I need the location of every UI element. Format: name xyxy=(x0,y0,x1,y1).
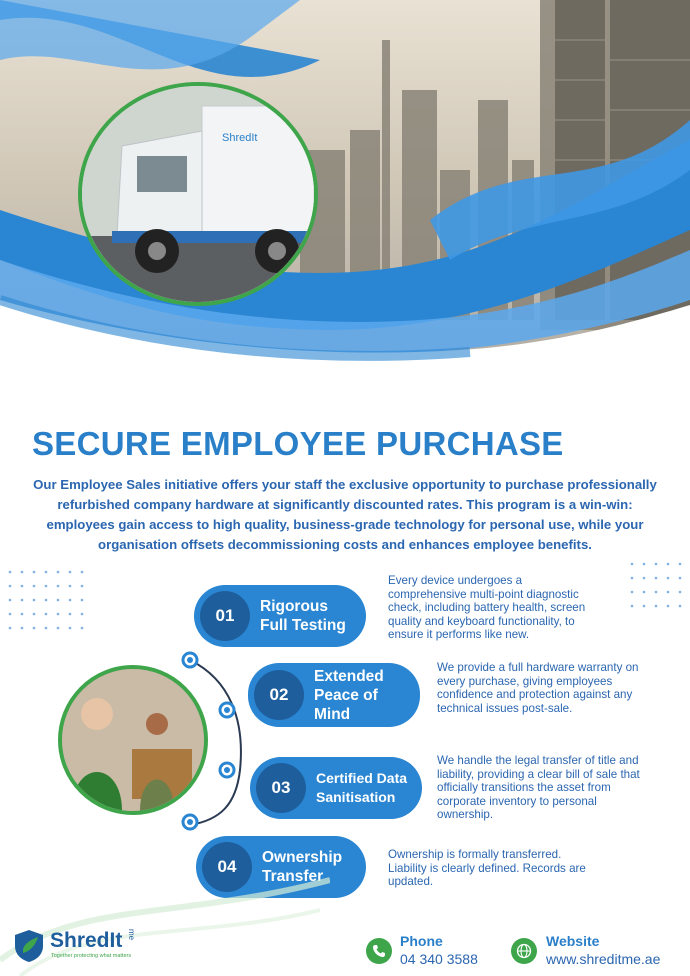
step-01-description: Every device undergoes a comprehensive multi-point diagnostic check, including battery health, screen quality and keyboard functionality, to ensure it performs like new. xyxy=(388,574,586,641)
step-02-title: Extended Peace of Mind xyxy=(314,667,384,723)
step-02-number: 02 xyxy=(254,670,304,720)
step-01-number: 01 xyxy=(200,591,250,641)
step-04-description: Ownership is formally transferred. Liability is clearly defined. Records are updated. xyxy=(388,848,586,888)
employees-photo xyxy=(58,665,208,815)
phone-number[interactable]: 04 340 3588 xyxy=(400,951,478,967)
intro-paragraph: Our Employee Sales initiative offers your staff the exclusive opportunity to purchase professionally refurbished company hardware at significantly discounted rates. This program is a win-win: employees gain access to high quality, business-grade technology for personal use, while your organisation offsets decommissioning costs and enhances employee benefits. xyxy=(33,477,657,552)
step-04-title: Ownership Transfer xyxy=(262,849,343,885)
globe-icon xyxy=(511,938,537,964)
brand-tagline: Together protecting what matters xyxy=(51,953,132,959)
hero-banner xyxy=(0,0,690,420)
page-title: SECURE EMPLOYEE PURCHASE xyxy=(32,425,564,462)
step-02-description: We provide a full hardware warranty on every purchase, giving employees confidence and protection against any technical issues post-sale. xyxy=(437,661,639,715)
dot-grid-left xyxy=(6,568,86,638)
step-03-title: Certified Data Sanitisation xyxy=(316,770,408,805)
step-03-description: We handle the legal transfer of title and liability, providing a clear bill of sale that officially transitions the asset from corporate inventory to personal ownership. xyxy=(437,754,640,821)
truck-icon xyxy=(82,86,314,302)
website-label: Website xyxy=(546,933,600,949)
step-01-pill xyxy=(194,585,366,647)
phone-label: Phone xyxy=(400,933,443,949)
phone-icon xyxy=(366,938,392,964)
step-02-pill xyxy=(248,663,420,727)
truck-logo-text: ShredIt xyxy=(222,132,258,144)
brand-name: ShredIt xyxy=(50,929,123,952)
step-03-number: 03 xyxy=(256,763,306,813)
step-04-number: 04 xyxy=(202,842,252,892)
dot-grid-right xyxy=(628,560,688,620)
brand-suffix: me xyxy=(127,929,136,941)
people-icon xyxy=(62,669,204,811)
step-01-title: Rigorous Full Testing xyxy=(260,598,346,634)
truck-photo xyxy=(78,82,318,306)
shield-icon xyxy=(14,929,44,963)
website-link[interactable]: www.shreditme.ae xyxy=(546,951,661,967)
